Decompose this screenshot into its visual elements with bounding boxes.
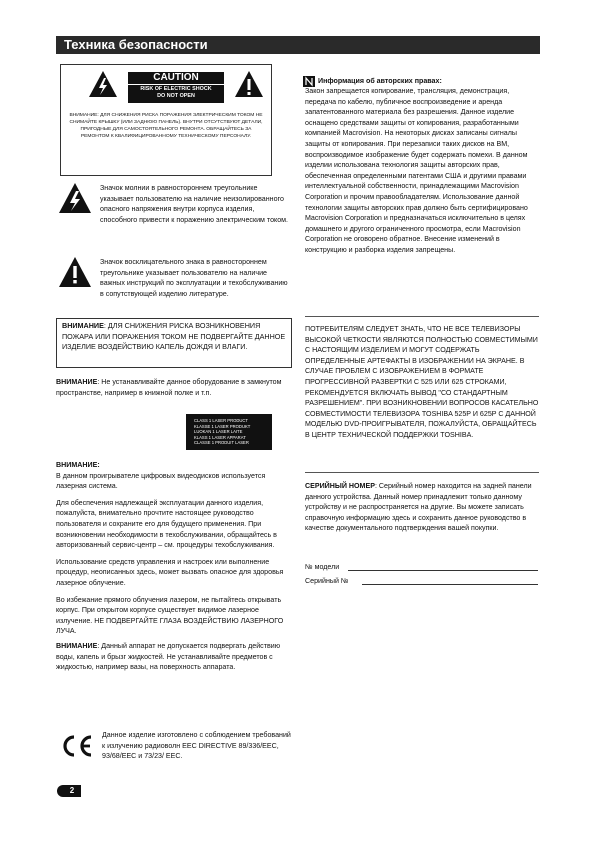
warning-install-label: ВНИМАНИЕ — [56, 378, 98, 386]
laser-label-text — [194, 418, 268, 446]
laser-line: CLASS 1 LASER PRODUCT — [194, 418, 248, 423]
laser-line: LUOKAN 1 LASER LAITE — [194, 429, 243, 435]
laser-warning-p2: Для обеспечения надлежащей эксплуатации данного изделия, пожалуйста, внимательно прочтите настоящее руководство пользователя и сохраните его для будущего применения. При возникновении необходимости в техобслуживании, обращайтесь в авторизованный сервис-центр – см. процедуры техобслуживания. — [56, 498, 277, 550]
ce-mark-icon — [60, 734, 94, 758]
warning-liquid-label: ВНИМАНИЕ — [56, 641, 98, 650]
caution-text: ВНИМАНИЕ: ДЛЯ СНИЖЕНИЯ РИСКА ПОРАЖЕНИЯ ЭЛЕКТРИЧЕСКИМ ТОКОМ НЕ СНИМАЙТЕ КРЫШКУ (ИЛИ ЗАДНЮЮ ПАНЕЛЬ). ВНУТРИ ОТСУТСТВУЮТ ДЕТАЛИ, ПРИГОДНЫЕ ДЛЯ САМОСТОЯТЕЛЬНОГО РЕМОНТА. ОБРАЩАЙТЕСЬ ЗА РЕМОНТОМ К КВАЛИФИЦИРОВАННОМУ ТЕХНИЧЕСКОМУ ПЕРСОНАЛУ. — [69, 113, 263, 139]
serial-text: : Серийный номер находится на задней панели данного устройства. Данный номер принадлежит только данному устройству и не распространяется на другие. Вы можете записать справочную информацию здесь и сохранить данное руководство в качестве документального подтверждения вашей покупки. — [305, 482, 532, 533]
copyright-heading — [318, 76, 538, 87]
warning-text: : ДЛЯ СНИЖЕНИЯ РИСКА ВОЗНИКНОВЕНИЯ ПОЖАРА ИЛИ ПОРАЖЕНИЯ ТОКОМ НЕ ПОДВЕРГАЙТЕ ДАННОЕ ИЗДЕЛИЕ ВОЗДЕЙСТВИЮ КАПЕЛЬ ДОЖДЯ И ВЛАГИ. — [62, 321, 286, 352]
divider — [305, 316, 539, 317]
lightning-triangle-icon — [88, 70, 118, 98]
laser-line: KLASSE 1 LASER PRODUKT — [194, 423, 251, 429]
page-title: Техника безопасности — [64, 37, 208, 52]
consumer-notice: ПОТРЕБИТЕЛЯМ СЛЕДУЕТ ЗНАТЬ, ЧТО НЕ ВСЕ ТЕЛЕВИЗОРЫ ВЫСОКОЙ ЧЕТКОСТИ ЯВЛЯЮТСЯ ПОЛНОСТЬЮ СОВМЕСТИМЫМИ С НАСТОЯЩИМ ИЗДЕЛИЕМ И МОГУТ СОДЕРЖАТЬ ОПРЕДЕЛЕННЫЕ АРТЕФАКТЫ В ИЗОБРАЖЕНИИ НА ЭКРАНЕ. В СЛУЧАЕ ПРОБЛЕМ С ИЗОБРАЖЕНИЕМ В ФОРМАТЕ ПРОГРЕССИВНОЙ РАЗВЕРТКИ С 525 ИЛИ 625 СТРОКАМИ, РЕКОМЕНДУЕТСЯ ВКЛЮЧАТЬ ВЫВОД "СО СТАНДАРТНЫМ РАЗРЕШЕНИЕМ". ПРИ ВОЗНИКНОВЕНИИ ВОПРОСОВ КАСАТЕЛЬНО СОВМЕСТИМОСТИ ТЕЛЕВИЗОРА TOSHIBA 525P И 625P С ДАННОЙ МОДЕЛЬЮ DVD-ПРОИГРЫВАТЕЛЯ, ПОЖАЛУЙСТА, ОБРАЩАЙТЕСЬ В ЦЕНТР ТЕХНИЧЕСКОЙ ПОДДЕРЖКИ TOSHIBA. — [305, 325, 539, 439]
serial-number-label: Серийный № — [305, 577, 349, 585]
warning-liquid — [56, 641, 292, 673]
caution-label: CAUTION — [128, 72, 224, 84]
model-number-field[interactable] — [348, 570, 538, 571]
warning-label: ВНИМАНИЕ — [62, 321, 104, 330]
laser-warning — [56, 460, 292, 673]
serial-label: СЕРИЙНЫЙ НОМЕР — [305, 482, 375, 490]
laser-line: KLASS 1 LASER APPARAT — [194, 434, 246, 440]
warning-box-text — [62, 321, 290, 353]
copyright-text: Закон запрещается копирование, трансляция, демонстрация, передача по кабелю, публичное воспроизведение и аренда запатентованного материала без разрешения. Данное изделие оснащено средствами защиты от копирования, разработанными компанией Macrovision. На некоторых дисках записаны сигналы защиты от копирования. При перезаписи таких дисков на ВМ, воспроизводимое изображение будет содержать помехи. В данном изделии использована технология защиты авторских прав, обеспеченная определенными патентами США и другими правами интеллектуальной собственности, принадлежащими Macrovision Corporation и прочим правообладателям. Использование данной технологии защиты авторских прав должно быть сертифицировано Macrovision Corporation и предназначаться исключительно в целях домашнего и другого ограниченного просмотра, если Macrovision Corporation не оговорено обратное. Внесение изменений в конструкцию и разборка изделия запрещены. — [305, 87, 528, 254]
exclamation-triangle-icon — [234, 70, 264, 98]
lightning-triangle-icon — [58, 182, 92, 214]
warning-install-text: : Не устанавливайте данное оборудование в замкнутом пространстве, например в книжной полке и т.п. — [56, 378, 282, 397]
warning-liquid-text: : Данный аппарат не допускается подвергать действию воды, капель и брызг жидкостей. Не устанавливайте предметов с жидкостью, например вазы, на поверхность аппарата. — [56, 641, 281, 672]
laser-warning-p4: Во избежание прямого облучения лазером, не пытайтесь открывать корпус. При открытом корпусе существует видимое лазерное излучение. НЕ ПОДВЕРГАЙТЕ ГЛАЗА ВОЗДЕЙСТВИЮ ЛАЗЕРНОГО ЛУЧА. — [56, 595, 284, 636]
serial-number-field[interactable] — [362, 584, 538, 585]
ce-note: Данное изделие изготовлено с соблюдением требований к излучению радиоволн EEC DIRECTIVE 89/336/EEC, 93/68/EEC и 73/23/ EEC. — [102, 731, 291, 761]
laser-warning-p1: В данном проигрывателе цифровых видеодисков используется лазерная система. — [56, 471, 266, 491]
divider — [305, 472, 539, 473]
caution-sub-1: RISK OF ELECTRIC SHOCK — [140, 86, 212, 92]
page-number: 2 — [69, 786, 75, 795]
laser-warning-p3: Использование средств управления и настроек или выполнение процедур, неописанных здесь, может вызвать опасное для здоровья лазерное облучение. — [56, 557, 284, 587]
laser-line: CLASSE 1 PRODUIT LASER — [194, 440, 249, 446]
copyright-label: Информация об авторских правах: — [318, 77, 442, 85]
exclamation-note: Значок восклицательного знака в равностороннем треугольнике указывает пользователю на наличие важных инструкций по эксплуатации и техобслуживанию в сопутствующей изделию литературе. — [100, 258, 288, 298]
warning-install — [56, 377, 292, 398]
lightning-note: Значок молнии в равностороннем треугольнике указывает пользователю на наличие неизолированного опасного напряжения внутри корпуса изделия, способного привести к поражению электрическим током. — [100, 184, 288, 224]
serial-info — [305, 481, 539, 534]
caution-sub-2: DO NOT OPEN — [157, 93, 195, 99]
caution-sublabel — [128, 85, 224, 103]
exclamation-triangle-icon — [58, 256, 92, 288]
model-number-label: № модели — [305, 563, 340, 571]
laser-warning-label: ВНИМАНИЕ: — [56, 461, 100, 469]
